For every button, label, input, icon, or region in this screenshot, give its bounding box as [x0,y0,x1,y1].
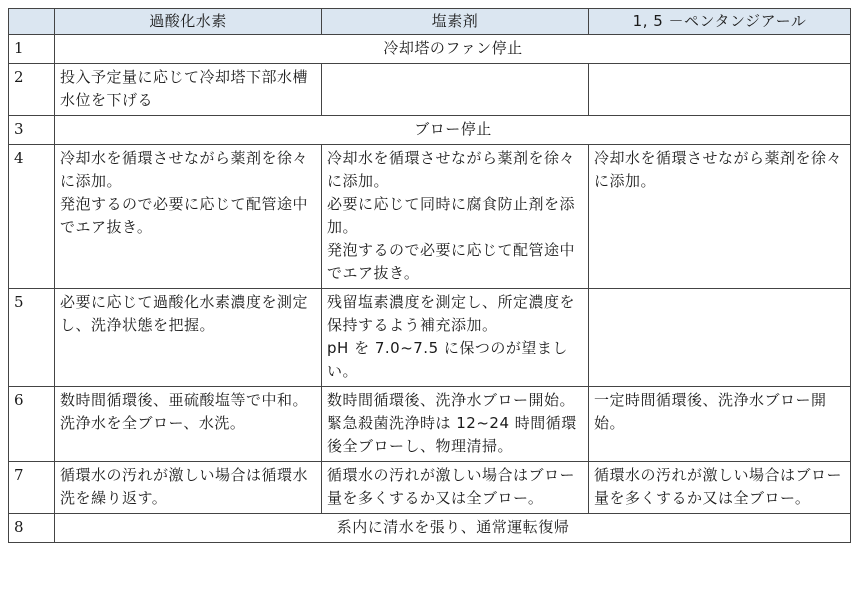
cell-chlorine-agent [322,64,589,116]
cell-pentanedial [589,64,851,116]
row-number: 7 [9,462,55,514]
procedure-table [8,8,851,543]
cell-text: 循環水の汚れが激しい場合は循環水洗を繰り返す。 [60,466,309,507]
cell-text: 数時間循環後、亜硫酸塩等で中和。 [60,391,309,409]
cell-text: 数時間循環後、洗浄水ブロー開始。 [327,391,576,409]
cell-hydrogen-peroxide [55,64,322,116]
table-row [9,462,851,514]
cell-hydrogen-peroxide [55,145,322,289]
cell-text: 洗浄水を全ブロー、水洗。 [60,414,246,432]
cell-pentanedial [589,462,851,514]
merged-cell: 系内に清水を張り、通常運転復帰 [55,514,851,543]
table-row [9,514,851,543]
cell-text: pH を 7.0~7.5 に保つのが望ましい。 [327,339,568,380]
header-step-number [9,9,55,35]
header-pentanedial: 1, 5 －ペンタンジアール [589,9,851,35]
cell-text: 冷却水を循環させながら薬剤を徐々に添加。 [594,149,843,190]
row-number: 3 [9,116,55,145]
cell-text: 冷却水を循環させながら薬剤を徐々に添加。 [60,149,309,190]
cell-hydrogen-peroxide [55,387,322,462]
cell-hydrogen-peroxide [55,462,322,514]
cell-text: 必要に応じて同時に腐食防止剤を添加。 [327,195,576,236]
cell-text: 循環水の汚れが激しい場合はブロー量を多くするか又は全ブロー。 [327,466,576,507]
cell-chlorine-agent [322,145,589,289]
table-header-row [9,9,851,35]
table-row [9,35,851,64]
cell-pentanedial [589,387,851,462]
cell-text: 発泡するので必要に応じて配管途中でエア抜き。 [60,195,309,236]
row-number: 2 [9,64,55,116]
cell-text: 緊急殺菌洗浄時は 12~24 時間循環後全ブローし、物理清掃。 [327,414,577,455]
header-chlorine-agent: 塩素剤 [322,9,589,35]
table-row [9,116,851,145]
row-number: 4 [9,145,55,289]
row-number: 8 [9,514,55,543]
row-number: 6 [9,387,55,462]
cell-text: 循環水の汚れが激しい場合はブロー量を多くするか又は全ブロー。 [594,466,843,507]
table-row [9,289,851,387]
cell-pentanedial [589,289,851,387]
row-number: 5 [9,289,55,387]
cell-text: 発泡するので必要に応じて配管途中でエア抜き。 [327,241,576,282]
cell-pentanedial [589,145,851,289]
header-hydrogen-peroxide: 過酸化水素 [55,9,322,35]
cell-chlorine-agent [322,387,589,462]
table-row [9,387,851,462]
cell-text: 投入予定量に応じて冷却塔下部水槽水位を下げる [60,68,309,109]
cell-text: 一定時間循環後、洗浄水ブロー開始。 [594,391,827,432]
cell-text: 必要に応じて過酸化水素濃度を測定し、洗浄状態を把握。 [60,293,309,334]
cell-hydrogen-peroxide [55,289,322,387]
cell-chlorine-agent [322,462,589,514]
merged-cell: ブロー停止 [55,116,851,145]
table-row [9,64,851,116]
row-number: 1 [9,35,55,64]
table-row [9,145,851,289]
merged-cell: 冷却塔のファン停止 [55,35,851,64]
cell-text: 冷却水を循環させながら薬剤を徐々に添加。 [327,149,576,190]
cell-chlorine-agent [322,289,589,387]
cell-text: 残留塩素濃度を測定し、所定濃度を保持するよう補充添加。 [327,293,576,334]
